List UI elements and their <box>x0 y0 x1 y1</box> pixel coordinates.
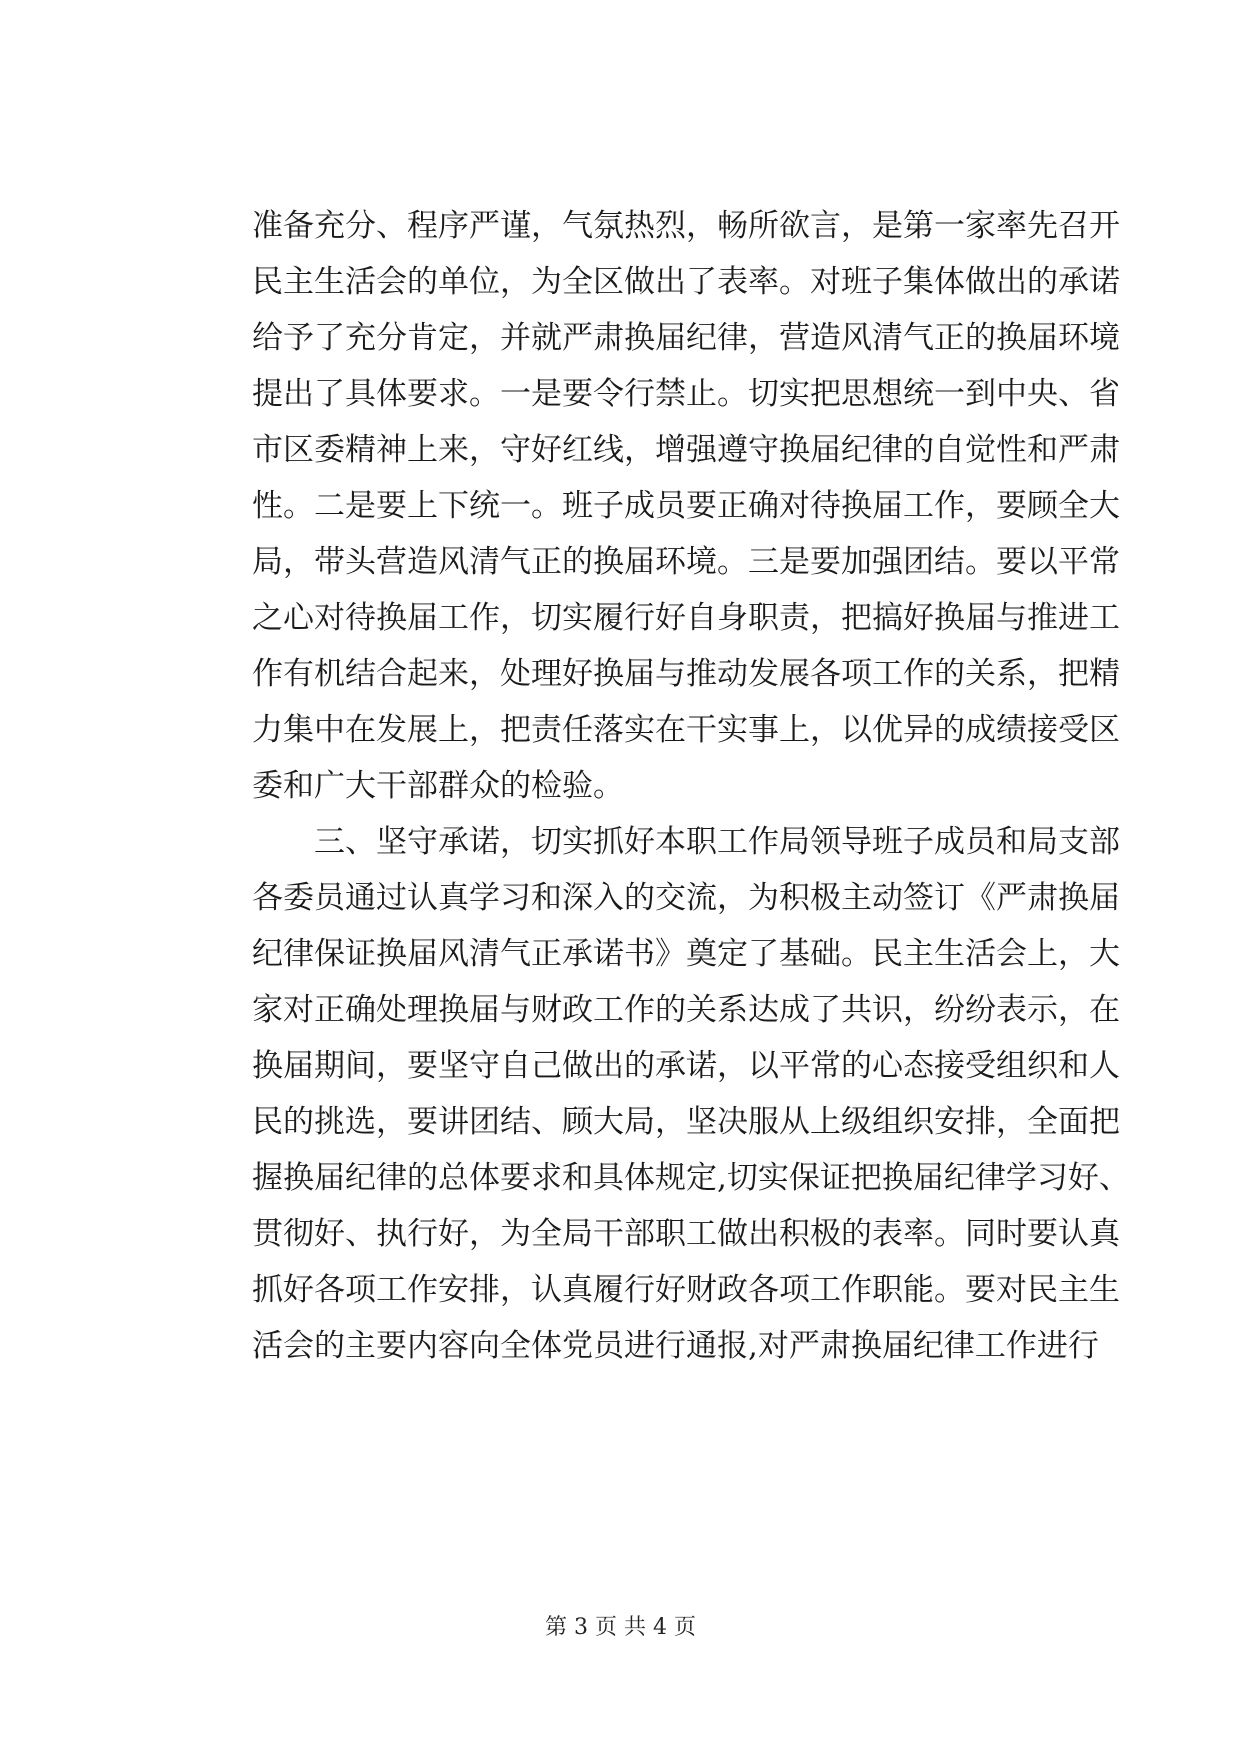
text-line: 力集中在发展上，把责任落实在干实事上，以优异的成绩接受区 <box>252 712 1120 748</box>
text-line: 民的挑选，要讲团结、顾大局，坚决服从上级组织安排，全面把 <box>252 1104 1120 1140</box>
text-line: 作有机结合起来，处理好换届与推动发展各项工作的关系，把精 <box>252 656 1120 692</box>
text-line: 提出了具体要求。一是要令行禁止。切实把思想统一到中央、省 <box>252 376 1120 412</box>
text-line: 局，带头营造风清气正的换届环境。三是要加强团结。要以平常 <box>252 544 1120 580</box>
text-line: 贯彻好、执行好，为全局干部职工做出积极的表率。同时要认真 <box>252 1216 1120 1252</box>
text-line: 抓好各项工作安排，认真履行好财政各项工作职能。要对民主生 <box>252 1272 1120 1308</box>
text-line: 纪律保证换届风清气正承诺书》奠定了基础。民主生活会上，大 <box>252 936 1120 972</box>
text-line: 给予了充分肯定，并就严肃换届纪律，营造风清气正的换届环境 <box>252 320 1120 356</box>
text-line: 握换届纪律的总体要求和具体规定,切实保证把换届纪律学习好、 <box>252 1160 1130 1196</box>
text-line: 各委员通过认真学习和深入的交流，为积极主动签订《严肃换届 <box>252 880 1120 916</box>
text-line: 性。二是要上下统一。班子成员要正确对待换届工作，要顾全大 <box>252 488 1120 524</box>
text-line: 准备充分、程序严谨，气氛热烈，畅所欲言，是第一家率先召开 <box>252 208 1120 244</box>
text-line: 活会的主要内容向全体党员进行通报,对严肃换届纪律工作进行 <box>252 1328 1099 1364</box>
page-number-footer: 第 3 页 共 4 页 <box>545 1615 696 1640</box>
text-line: 之心对待换届工作，切实履行好自身职责，把搞好换届与推进工 <box>252 600 1120 636</box>
text-line: 换届期间，要坚守自己做出的承诺，以平常的心态接受组织和人 <box>252 1048 1120 1084</box>
section-heading-line: 三、坚守承诺，切实抓好本职工作局领导班子成员和局支部 <box>314 824 1120 860</box>
text-line: 委和广大干部群众的检验。 <box>252 768 624 804</box>
text-line: 市区委精神上来，守好红线，增强遵守换届纪律的自觉性和严肃 <box>252 432 1120 468</box>
text-line: 家对正确处理换届与财政工作的关系达成了共识，纷纷表示，在 <box>252 992 1120 1028</box>
text-line: 民主生活会的单位，为全区做出了表率。对班子集体做出的承诺 <box>252 264 1120 300</box>
